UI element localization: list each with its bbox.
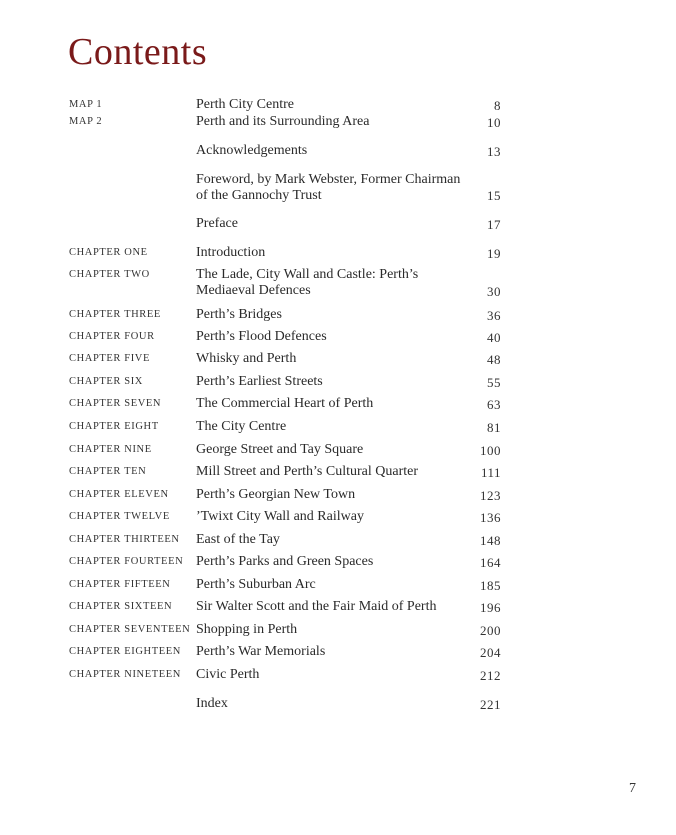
toc-entry-label: CHAPTER EIGHT xyxy=(69,421,159,432)
toc-entry-label: CHAPTER FIFTEEN xyxy=(69,579,171,590)
toc-entry-title: Perth’s Flood Defences xyxy=(196,329,327,344)
toc-entry-label: CHAPTER ELEVEN xyxy=(69,489,169,500)
toc-entry-title: Foreword, by Mark Webster, Former Chairman of the Gannochy Trust xyxy=(196,172,461,203)
toc-entry-page-number: 136 xyxy=(480,510,501,525)
toc-entry-label: CHAPTER SEVENTEEN xyxy=(69,624,191,635)
toc-entry-label: CHAPTER THIRTEEN xyxy=(69,534,180,545)
toc-entry-page-number: 221 xyxy=(480,697,501,712)
toc-entry-title: Index xyxy=(196,696,228,711)
toc-entry-page-number: 55 xyxy=(487,375,501,390)
toc-entry-page-number: 36 xyxy=(487,308,501,323)
toc-entry-title: Shopping in Perth xyxy=(196,622,298,637)
toc-entry-label: CHAPTER ONE xyxy=(69,247,148,258)
toc-entry-title: East of the Tay xyxy=(196,532,280,547)
toc-entry-title: ’Twixt City Wall and Railway xyxy=(196,509,364,524)
toc-entry-page-number: 212 xyxy=(480,668,501,683)
toc-entry-page-number: 111 xyxy=(480,465,501,480)
toc-entry-title: Perth’s Bridges xyxy=(196,307,282,322)
toc-entry-page-number: 10 xyxy=(487,115,501,130)
toc-entry-page-number: 17 xyxy=(487,217,501,232)
toc-entry-title: Acknowledgements xyxy=(196,143,308,158)
toc-entry-label: CHAPTER TWELVE xyxy=(69,511,170,522)
toc-entry-page-number: 81 xyxy=(487,420,501,435)
toc-entry-title: George Street and Tay Square xyxy=(196,442,364,457)
toc-entry-page-number: 204 xyxy=(480,645,501,660)
toc-entry-page-number: 148 xyxy=(480,533,501,548)
toc-entry-title: Introduction xyxy=(196,245,266,260)
toc-entry-page-number: 13 xyxy=(487,144,501,159)
toc-entry-label: CHAPTER SIXTEEN xyxy=(69,601,173,612)
toc-entry-page-number: 123 xyxy=(480,488,501,503)
toc-entry-title: Sir Walter Scott and the Fair Maid of Perth xyxy=(196,599,437,614)
toc-entry-label: CHAPTER TEN xyxy=(69,466,147,477)
toc-entry-page-number: 164 xyxy=(480,555,501,570)
toc-entry-page-number: 8 xyxy=(494,98,501,113)
toc-entry-label: CHAPTER EIGHTEEN xyxy=(69,646,181,657)
toc-entry-title: Perth City Centre xyxy=(196,97,294,112)
page-title: Contents xyxy=(68,31,208,73)
toc-entry-title: Whisky and Perth xyxy=(196,351,297,366)
toc-entry-label: CHAPTER NINETEEN xyxy=(69,669,181,680)
toc-entry-page-number: 200 xyxy=(480,623,501,638)
toc-entry-title: The Lade, City Wall and Castle: Perth’s Mediaeval Defences xyxy=(196,267,419,298)
toc-entry-label: CHAPTER FIVE xyxy=(69,353,150,364)
toc-entry-label: MAP 1 xyxy=(69,99,103,110)
toc-entry-page-number: 48 xyxy=(487,352,501,367)
toc-entry-page-number: 63 xyxy=(487,397,501,412)
toc-entry-label: CHAPTER FOUR xyxy=(69,331,155,342)
toc-entry-title: Perth’s Georgian New Town xyxy=(196,487,356,502)
toc-entry-title: Mill Street and Perth’s Cultural Quarter xyxy=(196,464,419,479)
toc-entry-title: Preface xyxy=(196,216,238,231)
toc-entry-title: The City Centre xyxy=(196,419,287,434)
toc-entry-title: Perth’s Suburban Arc xyxy=(196,577,316,592)
toc-entry-page-number: 185 xyxy=(480,578,501,593)
toc-entry-label: CHAPTER NINE xyxy=(69,444,152,455)
toc-entry-page-number: 19 xyxy=(487,246,501,261)
toc-entry-title: Perth’s Parks and Green Spaces xyxy=(196,554,374,569)
toc-entry-title: Civic Perth xyxy=(196,667,260,682)
toc-entry-title: The Commercial Heart of Perth xyxy=(196,396,374,411)
toc-entry-page-number: 30 xyxy=(487,284,501,299)
toc-entry-title: Perth’s Earliest Streets xyxy=(196,374,323,389)
toc-entry-label: MAP 2 xyxy=(69,116,103,127)
toc-entry-page-number: 196 xyxy=(480,600,501,615)
toc-entry-title: Perth’s War Memorials xyxy=(196,644,326,659)
toc-entry-label: CHAPTER TWO xyxy=(69,269,150,280)
toc-entry-label: CHAPTER THREE xyxy=(69,309,161,320)
toc-entry-label: CHAPTER SIX xyxy=(69,376,143,387)
toc-entry-page-number: 15 xyxy=(487,188,501,203)
toc-entry-page-number: 40 xyxy=(487,330,501,345)
toc-entry-label: CHAPTER FOURTEEN xyxy=(69,556,184,567)
toc-entry-label: CHAPTER SEVEN xyxy=(69,398,162,409)
page-number: 7 xyxy=(629,781,636,796)
toc-entry-title: Perth and its Surrounding Area xyxy=(196,114,370,129)
toc-entry-page-number: 100 xyxy=(480,443,501,458)
